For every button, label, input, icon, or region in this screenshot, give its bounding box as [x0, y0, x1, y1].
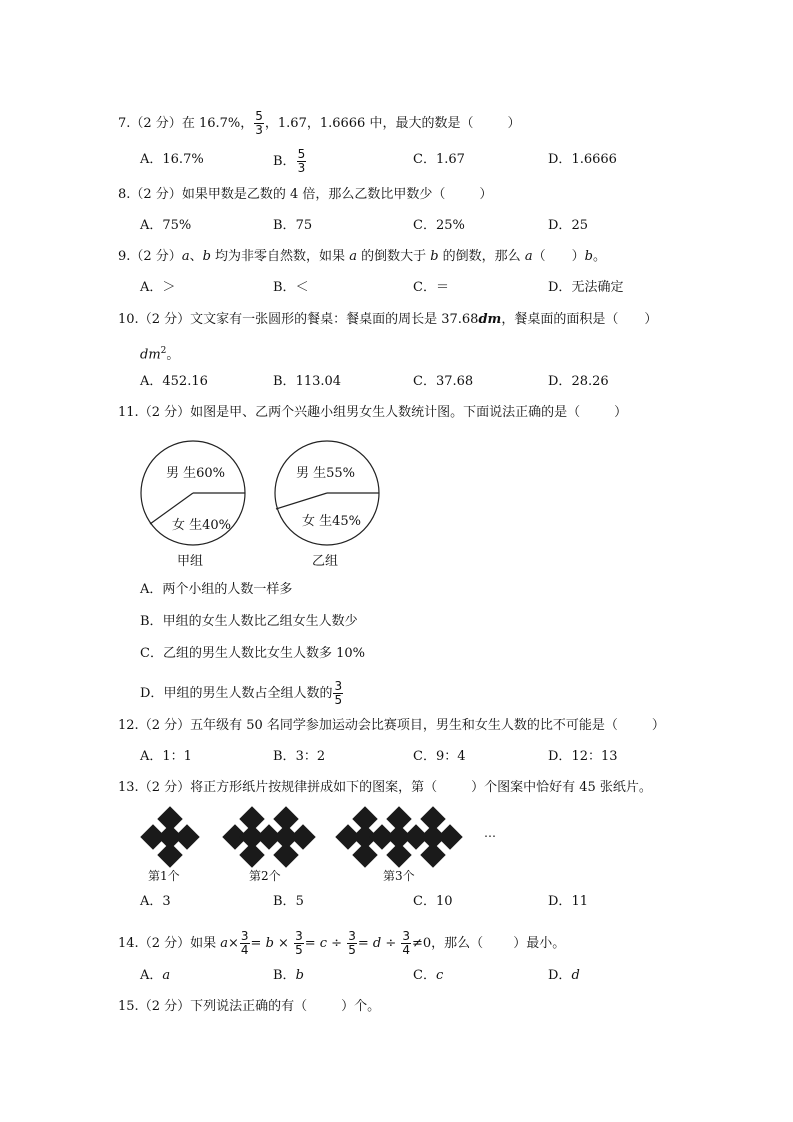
- fraction: $\frac{3}{4}$: [402, 929, 411, 957]
- pie-label-female: 女 生40%: [172, 518, 232, 533]
- pie-group-label: 乙组: [312, 554, 339, 569]
- q10-option-a[interactable]: A．452.16: [140, 374, 208, 389]
- q14-option-c[interactable]: C．c: [413, 968, 444, 983]
- square-tile: [290, 824, 315, 849]
- q10-option-d[interactable]: D．28.26: [548, 374, 609, 389]
- square-tile: [386, 842, 411, 867]
- pattern-label: 第1个: [148, 869, 180, 883]
- q11-option-b[interactable]: B．甲组的女生人数比乙组女生人数少: [140, 614, 358, 629]
- square-tile: [352, 842, 377, 867]
- question-15-stem: 15.（2 分）下列说法正确的有（ ）个。: [118, 999, 381, 1014]
- q13-option-b[interactable]: B．5: [273, 894, 304, 909]
- q9-option-a[interactable]: A．＞: [140, 280, 176, 295]
- square-tile: [174, 824, 199, 849]
- question-9-stem: 9.（2 分）a、b 均为非零自然数，如果 a 的倒数大于 b 的倒数，那么 a（ ）b。: [118, 249, 606, 264]
- fraction: $\frac{5}{3}$: [255, 109, 263, 137]
- q7-option-a[interactable]: A．16.7%: [140, 152, 204, 167]
- q12-option-b[interactable]: B．3：2: [273, 749, 326, 764]
- q14-option-a[interactable]: A．a: [140, 968, 171, 983]
- pie-label-male: 男 生55%: [296, 466, 356, 481]
- fraction: $\frac{3}{5}$: [334, 679, 343, 707]
- q8-option-c[interactable]: C．25%: [413, 218, 465, 233]
- pie-chart-group-yi: [272, 438, 382, 548]
- square-tile: [273, 842, 298, 867]
- question-12-stem: 12.（2 分）五年级有 50 名同学参加运动会比赛项目，男生和女生人数的比不可能是（ ）: [118, 718, 665, 733]
- square-tile: [420, 842, 445, 867]
- square-tile: [239, 842, 264, 867]
- diamond-pattern-2: [218, 808, 328, 868]
- pattern-label: 第2个: [249, 869, 281, 883]
- fraction: $\frac{3}{5}$: [295, 929, 303, 957]
- q14-option-b[interactable]: B．b: [273, 968, 304, 983]
- q9-option-c[interactable]: C．＝: [413, 280, 449, 295]
- diamond-pattern-1: [136, 808, 206, 868]
- diamond-pattern-3: [331, 808, 481, 868]
- q11-option-d[interactable]: D．甲组的男生人数占全组人数的 $\frac{3}{5}$: [140, 679, 343, 707]
- question-number: 7.: [118, 116, 131, 131]
- fraction: $\frac{5}{3}$: [297, 147, 306, 175]
- q11-option-a[interactable]: A．两个小组的人数一样多: [140, 582, 293, 597]
- question-11-stem: 11.（2 分）如图是甲、乙两个兴趣小组男女生人数统计图。下面说法正确的是（ ）: [118, 405, 628, 420]
- fraction: $\frac{3}{4}$: [240, 929, 249, 957]
- q10-option-c[interactable]: C．37.68: [413, 374, 474, 389]
- q8-option-b[interactable]: B．75: [273, 218, 313, 233]
- q10-option-b[interactable]: B．113.04: [273, 374, 342, 389]
- fraction: $\frac{3}{5}$: [348, 929, 356, 957]
- pie-label-male: 男 生60%: [166, 466, 226, 481]
- q12-option-c[interactable]: C．9：4: [413, 749, 466, 764]
- q8-option-a[interactable]: A．75%: [140, 218, 192, 233]
- pie-chart-icon: [272, 438, 382, 548]
- q7-option-b[interactable]: B． $\frac{5}{3}$: [273, 147, 306, 175]
- q13-option-c[interactable]: C．10: [413, 894, 453, 909]
- question-13-stem: 13.（2 分）将正方形纸片按规律拼成如下的图案，第（ ）个图案中恰好有 45 张纸片。: [118, 780, 652, 795]
- pie-label-female: 女 生45%: [302, 514, 362, 529]
- question-points: （2 分）: [130, 116, 182, 131]
- question-10-stem: 10.（2 分）文文家有一张圆形的餐桌：餐桌面的周长是 37.68dm，餐桌面的面积是（ ）: [118, 312, 658, 327]
- square-tile: [437, 824, 462, 849]
- ellipsis: …: [484, 826, 496, 840]
- q7-option-d[interactable]: D．1.6666: [548, 152, 617, 167]
- q14-option-d[interactable]: D．d: [548, 968, 580, 983]
- q8-option-d[interactable]: D．25: [548, 218, 588, 233]
- q13-option-d[interactable]: D．11: [548, 894, 588, 909]
- question-7-stem: 7.（2 分）在 16.7%， $\frac{5}{3}$ ，1.67，1.6666 中，最大的数是（ ）: [118, 109, 521, 137]
- question-14-stem: 14.（2 分）如果 a× $\frac{3}{4}$ = b × $\frac{3}{5}$ = c ÷ $\frac{3}{5}$ = d ÷ $\frac{3}{4}$ ≠0，那么（ ）最小。: [118, 929, 566, 957]
- q7-option-c[interactable]: C．1.67: [413, 152, 465, 167]
- q11-option-c[interactable]: C．乙组的男生人数比女生人数多 10%: [140, 646, 365, 661]
- square-tile: [157, 842, 182, 867]
- q9-option-b[interactable]: B．＜: [273, 280, 309, 295]
- q9-option-d[interactable]: D．无法确定: [548, 280, 624, 295]
- pattern-label: 第3个: [383, 869, 415, 883]
- question-8-stem: 8.（2 分）如果甲数是乙数的 4 倍，那么乙数比甲数少（ ）: [118, 187, 493, 202]
- pie-chart-group-jia: [138, 438, 248, 548]
- pie-group-label: 甲组: [177, 554, 204, 569]
- q12-option-d[interactable]: D．12：13: [548, 749, 618, 764]
- q12-option-a[interactable]: A．1：1: [140, 749, 192, 764]
- q13-option-a[interactable]: A．3: [140, 894, 171, 909]
- question-10-stem-line2: $dm^2$。: [140, 346, 180, 363]
